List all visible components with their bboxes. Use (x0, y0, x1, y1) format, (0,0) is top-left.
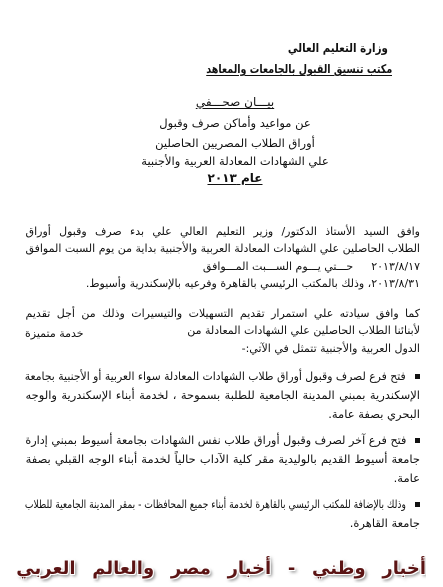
bullet-text: البحري بصفة عامة. (328, 407, 420, 421)
watermark-banner (16, 555, 426, 583)
bullet-item-2-line-2 (25, 450, 420, 468)
bullet-item-1-line-2 (25, 386, 420, 404)
ministry-line (288, 39, 388, 57)
bullet-text: فتح فرع آخر لصرف وقبول أوراق طلاب نفس الشهادات بجامعة أسيوط بمبني إدارة (25, 433, 406, 447)
paragraph-text: الطلاب الحاصلين علي الشهادات المعادلة العربية والأجنبية بداية من يوم السبت الموافق (25, 242, 420, 255)
square-bullet-icon (406, 431, 420, 449)
bullet-text-wrap (25, 367, 406, 385)
release-year: عام ٢٠١٣ (207, 171, 263, 185)
bullet-text: الإسكندرية بمبني المدينة الجامعية للطلبة بسموحة ، لخدمة أبناء الإسكندرية والوجه (25, 388, 420, 402)
until-text: حـــتي يـــوم الســـبت المـــوافق (202, 260, 354, 273)
bullet-item-3-line-2 (25, 514, 420, 532)
paragraph-2-line-3 (25, 340, 420, 358)
bullet-text: جامعة القاهرة. (349, 516, 420, 530)
title-text-3: علي الشهادات المعادلة العربية والأجنبية (141, 154, 329, 168)
bullet-item-2 (25, 431, 420, 449)
bullet-text: جامعة أسيوط القديم بالوليدية مقر كلية الآداب حالياً لخدمة أبناء الوجه القبلي بصفة (25, 452, 420, 466)
office-name: مكتب تنسيق القبول بالجامعات والمعاهد (206, 62, 392, 76)
paragraph-text: ٢٠١٣/٨/٣١، وذلك بالمكتب الرئيسي بالقاهرة وفرعيه بالإسكندرية وأسيوط. (85, 277, 420, 290)
paragraph-1-line-3 (25, 258, 420, 276)
title-line-2 (120, 134, 350, 152)
paragraph-1-line-1 (25, 223, 420, 241)
paragraph-1-line-4 (25, 275, 420, 293)
bullet-text: عامة. (393, 471, 420, 485)
watermark-text: أخبار وطني - أخبار مصر والعالم العربي (16, 558, 426, 579)
bullet-item-3 (25, 495, 420, 513)
bullet-item-1-line-3 (25, 405, 420, 423)
square-bullet-icon (406, 495, 420, 513)
square-bullet-icon (406, 367, 420, 385)
press-release-heading: بيـــان صحـــفي (195, 95, 275, 109)
bullet-item-1 (25, 367, 420, 385)
bullet-text: وذلك بالإضافة للمكتب الرئيسي بالقاهرة لخدمة أبناء جميع المحافظات - بمقر المدينة الجامعية للطلاب (25, 497, 406, 511)
bullet-text-wrap (25, 431, 406, 449)
title-text-2: أوراق الطلاب المصريين الحاصلين (155, 136, 315, 150)
ministry-name: وزارة التعليم العالي (288, 41, 388, 55)
paragraph-text: كما وافق سيادته علي استمرار تقديم التسهيلات والتيسيرات وذلك من أجل تقديم (25, 307, 420, 320)
paragraph-text: خدمة متميزة (25, 327, 84, 340)
bullet-text-wrap (25, 495, 406, 513)
office-line (206, 60, 392, 78)
paragraph-2-line-1 (25, 305, 420, 323)
title-text-1: عن مواعيد وأماكن صرف وقبول (159, 116, 311, 130)
title-line-1 (120, 114, 350, 132)
bullet-text: فتح فرع لصرف وقبول أوراق طلاب الشهادات المعادلة سواء العربية أو الأجنبية بجامعة (25, 369, 406, 383)
paragraph-text: الدول العربية والأجنبية تتمثل في الآتي:- (241, 342, 420, 355)
release-year-line (180, 169, 290, 187)
paragraph-text: وافق السيد الأستاذ الدكتور/ وزير التعليم العالي علي بدء صرف وقبول أوراق (25, 225, 420, 238)
bullet-item-2-line-3 (25, 469, 420, 487)
start-date: ٢٠١٣/٨/١٧ (371, 260, 420, 273)
title-line-3 (120, 152, 350, 170)
paragraph-2-line-2-right (95, 322, 420, 340)
paragraph-text: لأبنائنا الطلاب الحاصلين علي الشهادات المعادلة من (187, 324, 420, 337)
press-release-heading-line (180, 93, 290, 111)
paragraph-1-line-2 (25, 240, 420, 258)
